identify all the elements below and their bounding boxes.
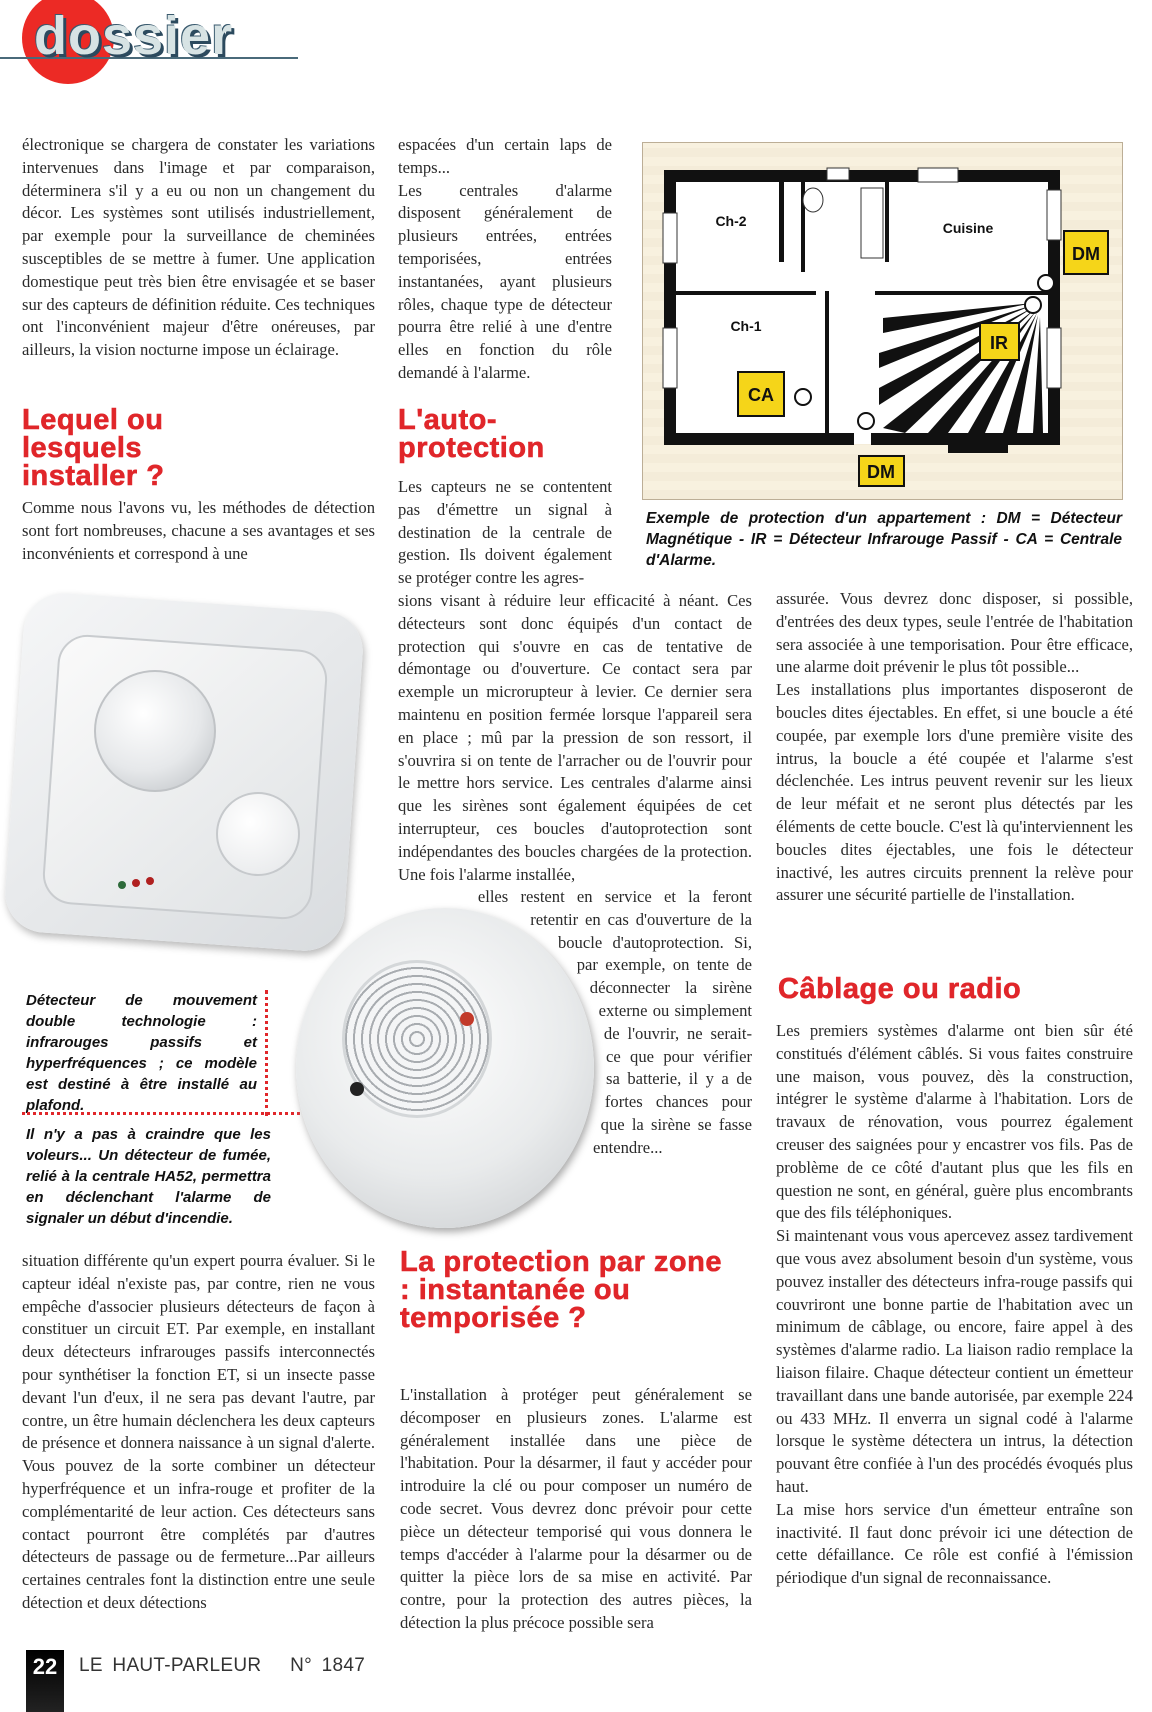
col3-p2: Les installations plus importantes disposeront de boucles dites éjectables. En effet, si une boucle a été coupée, par exemple lors d'une première visite des intrus, la boucle a été coupée et l'alarme s'est déclenchée. Les intrus peuvent revenir sur les lieux de leur méfait et ne seront plus détectés par les éléments de cette boucle. C'est là qu'interviennent les boucles dites éjectables, une fois le détecteur inactivé, les autres circuits prennent la relève pour assurer une sécurité partielle de l'installation. [776,680,1133,905]
publication-name: LE HAUT-PARLEUR [79,1655,262,1676]
col1-para1: Comme nous l'avons vu, les méthodes de détection sont fort nombreuses, chacune a ses avantages et ses inconvénients et correspond à une [22,498,375,563]
tag-dm: DM [867,462,895,482]
page-number: 22 [26,1650,64,1712]
tag-ir: IR [990,333,1008,353]
caption-divider [22,1112,300,1115]
col2-auto-c: elles restent en service et la feront retentir en cas d'ouverture de la boucle d'autoprotection. Si, par exemple, on tente de déconnecter la sirène externe ou simplement de l'ouvrir, ne serait-ce que pour vérifier sa batterie, il y a de fortes chances pour que la sirène se fasse entendre... [477,887,752,1157]
col2-intro-1: espacées d'un certain laps de temps... [398,135,612,177]
tag-dm: DM [1072,244,1100,264]
col2-auto-b: sions visant à réduire leur efficacité à néant. Ces détecteurs sont donc équipés d'un contact de protection qui s'ouvre en cas de tentative de démontage ou d'ouverture. Ce contact sera par exemple un microrupteur à levier. Ce dernier sera maintenu en position fermée lorsque l'appareil sera en place ; mû par la pression de son ressort, il s'ouvrira si on tente de l'arracher ou de l'ouvrir pour le mettre hors service. Les centrales d'alarme ainsi que les sirènes sont également équipées de cet interrupteur, ces boucles d'autoprotection sont indépendantes des boucles chargées de la protection. Une fois l'alarme installée, [398,591,752,884]
room-label: Cuisine [942,220,994,236]
plan-caption: Exemple de protection d'un appartement : DM = Détecteur Magnétique - IR = Détecteur Infrarouge Passif - CA = Centrale d'Alarme. [646,510,1122,569]
col3-top [776,588,1133,907]
footer-publication [79,1655,365,1677]
col1-para2: situation différente qu'un expert pourra évaluer. Si le capteur idéal n'existe pas, par contre, rien ne vous empêche d'associer plusieurs détecteurs de façon à constituer un circuit ET. Par exemple, en installant deux détecteurs infrarouges passifs interconnectés pour synthétiser la fonction ET, si un insecte passe devant l'un d'eux, il ne sera pas devant l'autre, par contre, un être humain déclenchera les deux capteurs de présence et donnera naissance à un signal d'alerte. Vous pouvez de la sorte combiner un détecteur hyperfréquence et un infra-rouge et profiter de la complémentarité de leur action. Ces détecteurs sans contact pourront être complétés par d'autres détecteurs de passage ou de fermeture...Par ailleurs certaines centrales font la distinction entre une seule détection et deux détections [22,1251,375,1612]
col2-auto-a: Les capteurs ne se contentent pas d'émettre un signal à destination de la centrale de gestion. Ils doivent également se protéger contre les agres- [398,477,612,588]
heading-auto-protection: L'auto-protection [398,404,545,464]
col3-p3: Les premiers systèmes d'alarme ont bien sûr été constitués d'élément câblés. Si vous faites construire une maison, vous pouvez, dès la construction, intégrer le système d'alarme à l'habitation. Lors de travaux de rénovation, vous pourrez également creuser des saignées pour y encastrer vos fils. Pas de problème de ce côté d'autant plus que les fils en question ne sont, en général, guère plus encombrants que des fils téléphoniques. [776,1021,1133,1223]
tag-ca: CA [748,385,774,405]
heading-cablage: Câblage ou radio [778,973,1022,1005]
heading-protection-zone: La protection par zone : instantanée ou temporisée ? [400,1246,722,1334]
col3-bottom [776,1020,1133,1590]
floor-plan-diagram [642,142,1123,500]
col2-auto-c-wrap [398,886,752,1226]
room-label: Ch-2 [715,213,747,229]
motion-detector-photo [8,598,363,950]
motion-detector-caption: Détecteur de mouvement double technologie : infrarouges passifs et hyperfréquences ; ce modèle est destiné à être installé au plafond. [26,990,268,1116]
section-logo: dossier [34,6,234,66]
smoke-detector-caption: Il n'y a pas à craindre que les voleurs... Un détecteur de fumée, relié à la centrale HA52, permettra en déclenchant l'alarme de signaler un début d'incendie. [26,1126,271,1227]
col1-intro: électronique se chargera de constater les variations intervenues dans l'image et par comparaison, déterminera s'il y a eu ou non un changement du décor. Les systèmes sont utilisés industriellement, par exemple pour la surveillance de cheminées susceptibles de se mettre à fumer. Une application domestique peut très bien être envisagée et se baser sur des capteurs de définition réduite. Ces techniques ont l'inconvénient majeur d'être onéreuses, par ailleurs, la vision nocturne impose un éclairage. [22,135,375,360]
room-label: Ch-1 [730,318,762,334]
floor-plan-svg [643,143,1124,501]
col3-p4: Si maintenant vous vous apercevez assez tardivement que vous avez absolument besoin d'un système, vous pouvez installer des détecteurs infra-rouge passifs qui couvriront une bonne partie de l'habitation avec un minimum de câblage, ou encore, faire appel à des systèmes d'alarme radio. La liaison radio remplace la liaison filaire. Chaque détecteur contient un émetteur travaillant dans une bande autorisée, par exemple 224 ou 433 MHz. Il enverra un signal codé à l'alarme lorsque le système détectera un intrus, la détection pouvant être confiée à l'un des procédés évoqués plus haut. [776,1226,1133,1496]
col3-p1: assurée. Vous devrez donc disposer, si possible, d'entrées des deux types, seule l'entrée de l'habitation sera associée à une temporisation. Pour être efficace, une alarme doit prévenir le plus tôt possible... [776,589,1133,677]
col2-intro-2: Les centrales d'alarme disposent généralement de plusieurs entrées, entrées temporisées, entrées instantanées, ayant plusieurs rôles, chaque type de détecteur pourra être relié à une d'entre elles en fonction du rôle demandé à l'alarme. [398,180,612,382]
col2-intro [398,134,612,385]
col3-p5: La mise hors service d'un émetteur entraîne son inactivité. Il faut donc prévoir ici une détection de cette défaillance. Ce rôle est confié à l'émission périodique d'un signal de reconnaissance. [776,1499,1133,1588]
issue-number: N° 1847 [290,1655,366,1676]
heading-lequel: Lequel ou lesquels installer ? [22,404,165,492]
col2-zone: L'installation à protéger peut généralement se décomposer en plusieurs zones. L'alarme est généralement installée dans une pièce de l'habitation. Pour la désarmer, il faut y accéder pour introduire la clé ou pour composer un numéro de code secret. Vous devrez donc prévoir pour cette pièce un détecteur temporisé qui vous donnera le temps d'accéder à l'alarme pour la désarmer ou de quitter la pièce lors de sa mise en activité. Par contre, pour la protection des autres pièces, la détection la plus précoce possible sera [400,1385,752,1632]
